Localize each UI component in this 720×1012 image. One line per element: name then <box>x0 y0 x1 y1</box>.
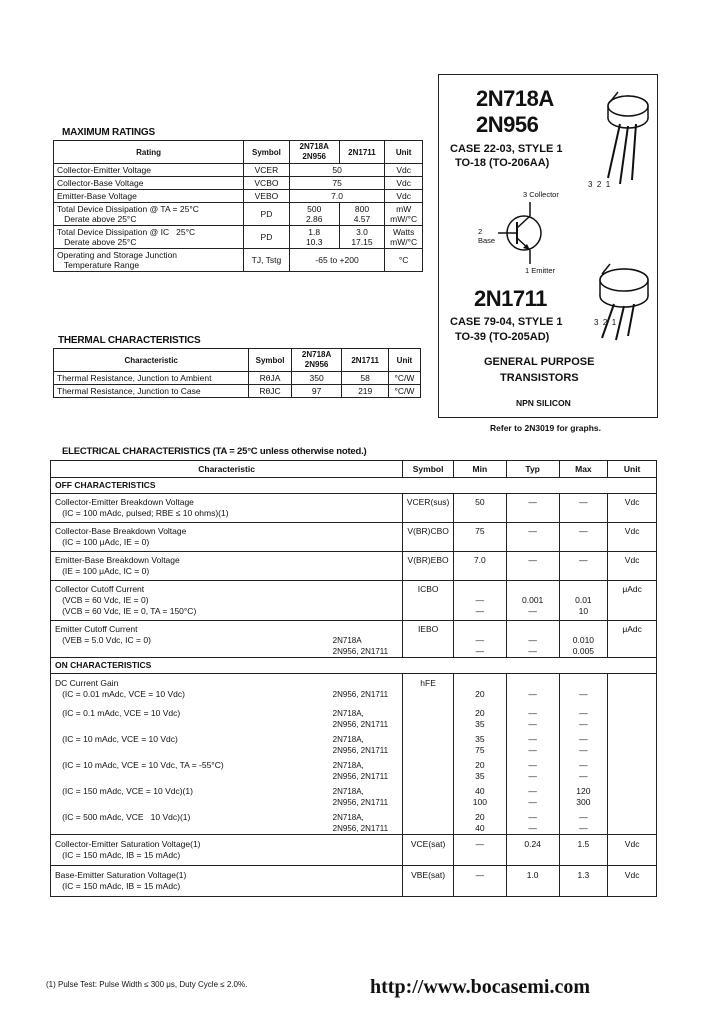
electrical-row <box>51 756 657 782</box>
el-typ: — — <box>506 782 559 808</box>
el-min: — <box>453 866 506 897</box>
el-symbol: hFE <box>403 674 454 705</box>
el-max: — — <box>559 704 608 730</box>
el-unit: Vdc <box>608 866 657 897</box>
max-ratings-row <box>54 190 423 203</box>
el-device: 2N718A, 2N956, 2N1711 <box>332 787 389 807</box>
electrical-table <box>50 460 657 897</box>
el-typ: — — <box>506 704 559 730</box>
el-char: Collector-Emitter Saturation Voltage(1) (IC = 150 mAdc, IB = 15 mAdc) <box>51 835 330 866</box>
el-min: 20 <box>453 674 506 705</box>
mr-value-b: 800 4.57 <box>339 203 385 226</box>
el-max: 1.5 <box>559 835 608 866</box>
electrical-row <box>51 494 657 523</box>
mr-value-b: 3.0 17.15 <box>339 226 385 249</box>
electrical-row <box>51 621 657 658</box>
max-ratings-row <box>54 177 423 190</box>
el-char: (IC = 500 mAdc, VCE 10 Vdc)(1) <box>55 812 191 822</box>
el-char: (IC = 150 mAdc, VCE = 10 Vdc)(1) <box>55 786 193 796</box>
el-min: — — <box>453 581 506 621</box>
mr-value: 7.0 <box>289 190 385 203</box>
el-min: 20 40 <box>453 808 506 835</box>
el-header-max: Max <box>559 461 608 478</box>
mr-rating: Collector-Base Voltage <box>54 177 244 190</box>
el-char: Emitter-Base Breakdown Voltage (IE = 100 μAdc, IC = 0) <box>51 552 330 581</box>
th-symbol: RθJA <box>249 372 291 385</box>
package-1-leads: 3 2 1 <box>588 180 611 189</box>
electrical-row <box>51 552 657 581</box>
electrical-row <box>51 674 657 705</box>
mr-value-a: 1.8 10.3 <box>289 226 339 249</box>
el-max: — <box>559 674 608 705</box>
to39-package-icon <box>586 262 656 342</box>
on-characteristics <box>51 658 657 674</box>
electrical-row <box>51 704 657 730</box>
el-min: 50 <box>453 494 506 523</box>
max-ratings-row <box>54 226 423 249</box>
mr-rating: Total Device Dissipation @ IC 25°C Derate above 25°C <box>54 226 244 249</box>
mr-value: -65 to +200 <box>289 249 385 272</box>
el-symbol <box>403 782 454 808</box>
el-char: (IC = 10 mAdc, VCE = 10 Vdc) <box>55 734 178 744</box>
mr-header-unit: Unit <box>385 141 423 164</box>
th-value-b: 219 <box>342 385 389 398</box>
el-char: Collector-Base Breakdown Voltage (IC = 100 μAdc, IE = 0) <box>51 523 330 552</box>
pin-emitter-label: 1 Emitter <box>525 266 556 275</box>
el-unit: μAdc <box>608 621 657 658</box>
el-max: — <box>559 523 608 552</box>
el-device: 2N956, 2N1711 <box>330 674 403 705</box>
el-symbol: VCE(sat) <box>403 835 454 866</box>
el-symbol: VCER(sus) <box>403 494 454 523</box>
el-device <box>330 523 403 552</box>
el-typ: 1.0 <box>506 866 559 897</box>
el-char: (IC = 0.1 mAdc, VCE = 10 Vdc) <box>55 708 181 718</box>
el-unit <box>608 674 657 705</box>
el-typ: 0.24 <box>506 835 559 866</box>
el-unit: Vdc <box>608 494 657 523</box>
el-symbol <box>403 808 454 835</box>
th-unit: °C/W <box>388 372 420 385</box>
mr-rating: Emitter-Base Voltage <box>54 190 244 203</box>
el-device <box>330 581 403 621</box>
part-number-2n1711: 2N1711 <box>474 286 547 311</box>
mr-symbol: VCER <box>244 164 290 177</box>
mr-symbol: PD <box>244 226 290 249</box>
case-2: CASE 79-04, STYLE 1 <box>450 316 563 328</box>
th-value-a: 350 <box>291 372 342 385</box>
device-type-line2: TRANSISTORS <box>500 372 579 384</box>
mr-header-rating: Rating <box>54 141 244 164</box>
thermal-table <box>53 348 421 398</box>
th-value-a: 97 <box>291 385 342 398</box>
device-type-line1: GENERAL PURPOSE <box>484 356 595 368</box>
th-header-char: Characteristic <box>54 349 249 372</box>
el-symbol <box>403 730 454 756</box>
el-max: — <box>559 552 608 581</box>
el-device: 2N718A, 2N956, 2N1711 <box>332 735 389 755</box>
el-symbol: V(BR)CBO <box>403 523 454 552</box>
el-max: — — <box>559 756 608 782</box>
el-typ: — <box>506 674 559 705</box>
mr-value: 50 <box>289 164 385 177</box>
el-unit <box>608 730 657 756</box>
mr-unit: Watts mW/°C <box>385 226 423 249</box>
el-symbol: IEBO <box>403 621 454 658</box>
to18-package-icon <box>588 88 654 192</box>
electrical-row <box>51 782 657 808</box>
max-ratings-row <box>54 249 423 272</box>
mr-symbol: VEBO <box>244 190 290 203</box>
electrical-row <box>51 581 657 621</box>
el-unit: μAdc <box>608 581 657 621</box>
case-1: CASE 22-03, STYLE 1 <box>450 143 563 155</box>
mr-rating: Collector-Emitter Voltage <box>54 164 244 177</box>
mr-rating: Total Device Dissipation @ TA = 25°C Derate above 25°C <box>54 203 244 226</box>
th-value-b: 58 <box>342 372 389 385</box>
el-symbol: V(BR)EBO <box>403 552 454 581</box>
el-max: 0.010 0.005 <box>559 621 608 658</box>
el-header-min: Min <box>453 461 506 478</box>
footnote: (1) Pulse Test: Pulse Width ≤ 300 μs, Duty Cycle ≤ 2.0%. <box>46 980 248 989</box>
el-typ: — — <box>506 621 559 658</box>
off-characteristics-label: OFF CHARACTERISTICS <box>51 478 657 494</box>
electrical-row <box>51 866 657 897</box>
mr-rating: Operating and Storage Junction Temperature Range <box>54 249 244 272</box>
el-header-unit: Unit <box>608 461 657 478</box>
mr-header-col-a: 2N718A 2N956 <box>289 141 339 164</box>
max-ratings-row <box>54 164 423 177</box>
el-unit <box>608 808 657 835</box>
el-min: — — <box>453 621 506 658</box>
el-max: — <box>559 494 608 523</box>
thermal-title: THERMAL CHARACTERISTICS <box>58 335 201 346</box>
on-characteristics-label: ON CHARACTERISTICS <box>51 658 657 674</box>
el-typ: — — <box>506 808 559 835</box>
el-unit <box>608 704 657 730</box>
el-char: Collector-Emitter Breakdown Voltage (IC = 100 mAdc, pulsed; RBE ≤ 10 ohms)(1) <box>51 494 330 523</box>
el-max: — — <box>559 730 608 756</box>
mr-symbol: PD <box>244 203 290 226</box>
electrical-row <box>51 523 657 552</box>
mr-symbol: VCBO <box>244 177 290 190</box>
el-typ: — <box>506 552 559 581</box>
mr-header-symbol: Symbol <box>244 141 290 164</box>
el-unit: Vdc <box>608 523 657 552</box>
part-number-2n718a: 2N718A <box>476 86 554 111</box>
el-device <box>330 866 403 897</box>
mr-header-col-b: 2N1711 <box>339 141 385 164</box>
thermal-row <box>54 372 421 385</box>
el-unit <box>608 782 657 808</box>
part-number-2n956: 2N956 <box>476 112 539 137</box>
mr-unit: Vdc <box>385 177 423 190</box>
mr-value: 75 <box>289 177 385 190</box>
el-typ: — <box>506 494 559 523</box>
el-symbol: VBE(sat) <box>403 866 454 897</box>
el-header-typ: Typ <box>506 461 559 478</box>
el-symbol <box>403 756 454 782</box>
el-device: 2N718A, 2N956, 2N1711 <box>332 709 389 729</box>
el-typ: — <box>506 523 559 552</box>
el-max: — — <box>559 808 608 835</box>
thermal-row <box>54 385 421 398</box>
el-min: — <box>453 835 506 866</box>
electrical-row <box>51 808 657 835</box>
max-ratings-row <box>54 203 423 226</box>
th-char: Thermal Resistance, Junction to Case <box>54 385 249 398</box>
package-2: TO-39 (TO-205AD) <box>455 331 550 343</box>
electrical-header-row <box>51 461 657 478</box>
el-min: 20 35 <box>453 756 506 782</box>
el-min: 75 <box>453 523 506 552</box>
el-device <box>330 552 403 581</box>
electrical-row <box>51 730 657 756</box>
mr-symbol: TJ, Tstg <box>244 249 290 272</box>
el-device: 2N718A, 2N956, 2N1711 <box>332 761 389 781</box>
el-char: Emitter Cutoff Current (VEB = 5.0 Vdc, IC = 0) <box>51 621 330 658</box>
mr-unit: mW mW/°C <box>385 203 423 226</box>
th-char: Thermal Resistance, Junction to Ambient <box>54 372 249 385</box>
polarity: NPN SILICON <box>516 398 571 408</box>
el-unit: Vdc <box>608 835 657 866</box>
th-header-col-b: 2N1711 <box>342 349 389 372</box>
el-min: 40 100 <box>453 782 506 808</box>
refer-note: Refer to 2N3019 for graphs. <box>490 423 602 433</box>
th-header-unit: Unit <box>388 349 420 372</box>
el-char: Base-Emitter Saturation Voltage(1) (IC = 150 mAdc, IB = 15 mAdc) <box>51 866 330 897</box>
mr-unit: Vdc <box>385 164 423 177</box>
el-char: (IC = 10 mAdc, VCE = 10 Vdc, TA = -55°C) <box>55 760 224 770</box>
pin-base-label: 2 Base <box>478 227 496 245</box>
watermark-url: http://www.bocasemi.com <box>370 976 590 998</box>
mr-unit: Vdc <box>385 190 423 203</box>
package-2-leads: 3 2 1 <box>594 318 617 327</box>
el-device <box>330 494 403 523</box>
mr-value-a: 500 2.86 <box>289 203 339 226</box>
el-char: DC Current Gain (IC = 0.01 mAdc, VCE = 10 Vdc) <box>51 674 330 705</box>
th-unit: °C/W <box>388 385 420 398</box>
el-max: 0.01 10 <box>559 581 608 621</box>
el-min: 20 35 <box>453 704 506 730</box>
th-header-symbol: Symbol <box>249 349 291 372</box>
el-char: Collector Cutoff Current (VCB = 60 Vdc, IE = 0) (VCB = 60 Vdc, IE = 0, TA = 150°C) <box>51 581 330 621</box>
el-max: 1.3 <box>559 866 608 897</box>
el-typ: — — <box>506 730 559 756</box>
npn-transistor-symbol-icon <box>490 198 560 268</box>
el-symbol: ICBO <box>403 581 454 621</box>
el-unit: Vdc <box>608 552 657 581</box>
th-header-col-a: 2N718A 2N956 <box>291 349 342 372</box>
electrical-title: ELECTRICAL CHARACTERISTICS (TA = 25°C unless otherwise noted.) <box>62 446 367 457</box>
pin-collector-label: 3 Collector <box>523 190 559 199</box>
el-header-char: Characteristic <box>51 461 403 478</box>
max-ratings-table <box>53 140 423 272</box>
el-min: 7.0 <box>453 552 506 581</box>
el-header-symbol: Symbol <box>403 461 454 478</box>
el-device <box>330 835 403 866</box>
package-1: TO-18 (TO-206AA) <box>455 157 550 169</box>
el-typ: — — <box>506 756 559 782</box>
el-symbol <box>403 704 454 730</box>
th-symbol: RθJC <box>249 385 291 398</box>
off-characteristics <box>51 478 657 494</box>
el-device: 2N718A 2N956, 2N1711 <box>330 621 403 658</box>
el-unit <box>608 756 657 782</box>
el-max: 120 300 <box>559 782 608 808</box>
max-ratings-title: MAXIMUM RATINGS <box>62 127 155 138</box>
mr-unit: °C <box>385 249 423 272</box>
el-typ: 0.001 — <box>506 581 559 621</box>
electrical-row <box>51 835 657 866</box>
el-min: 35 75 <box>453 730 506 756</box>
el-device: 2N718A, 2N956, 2N1711 <box>332 813 389 833</box>
